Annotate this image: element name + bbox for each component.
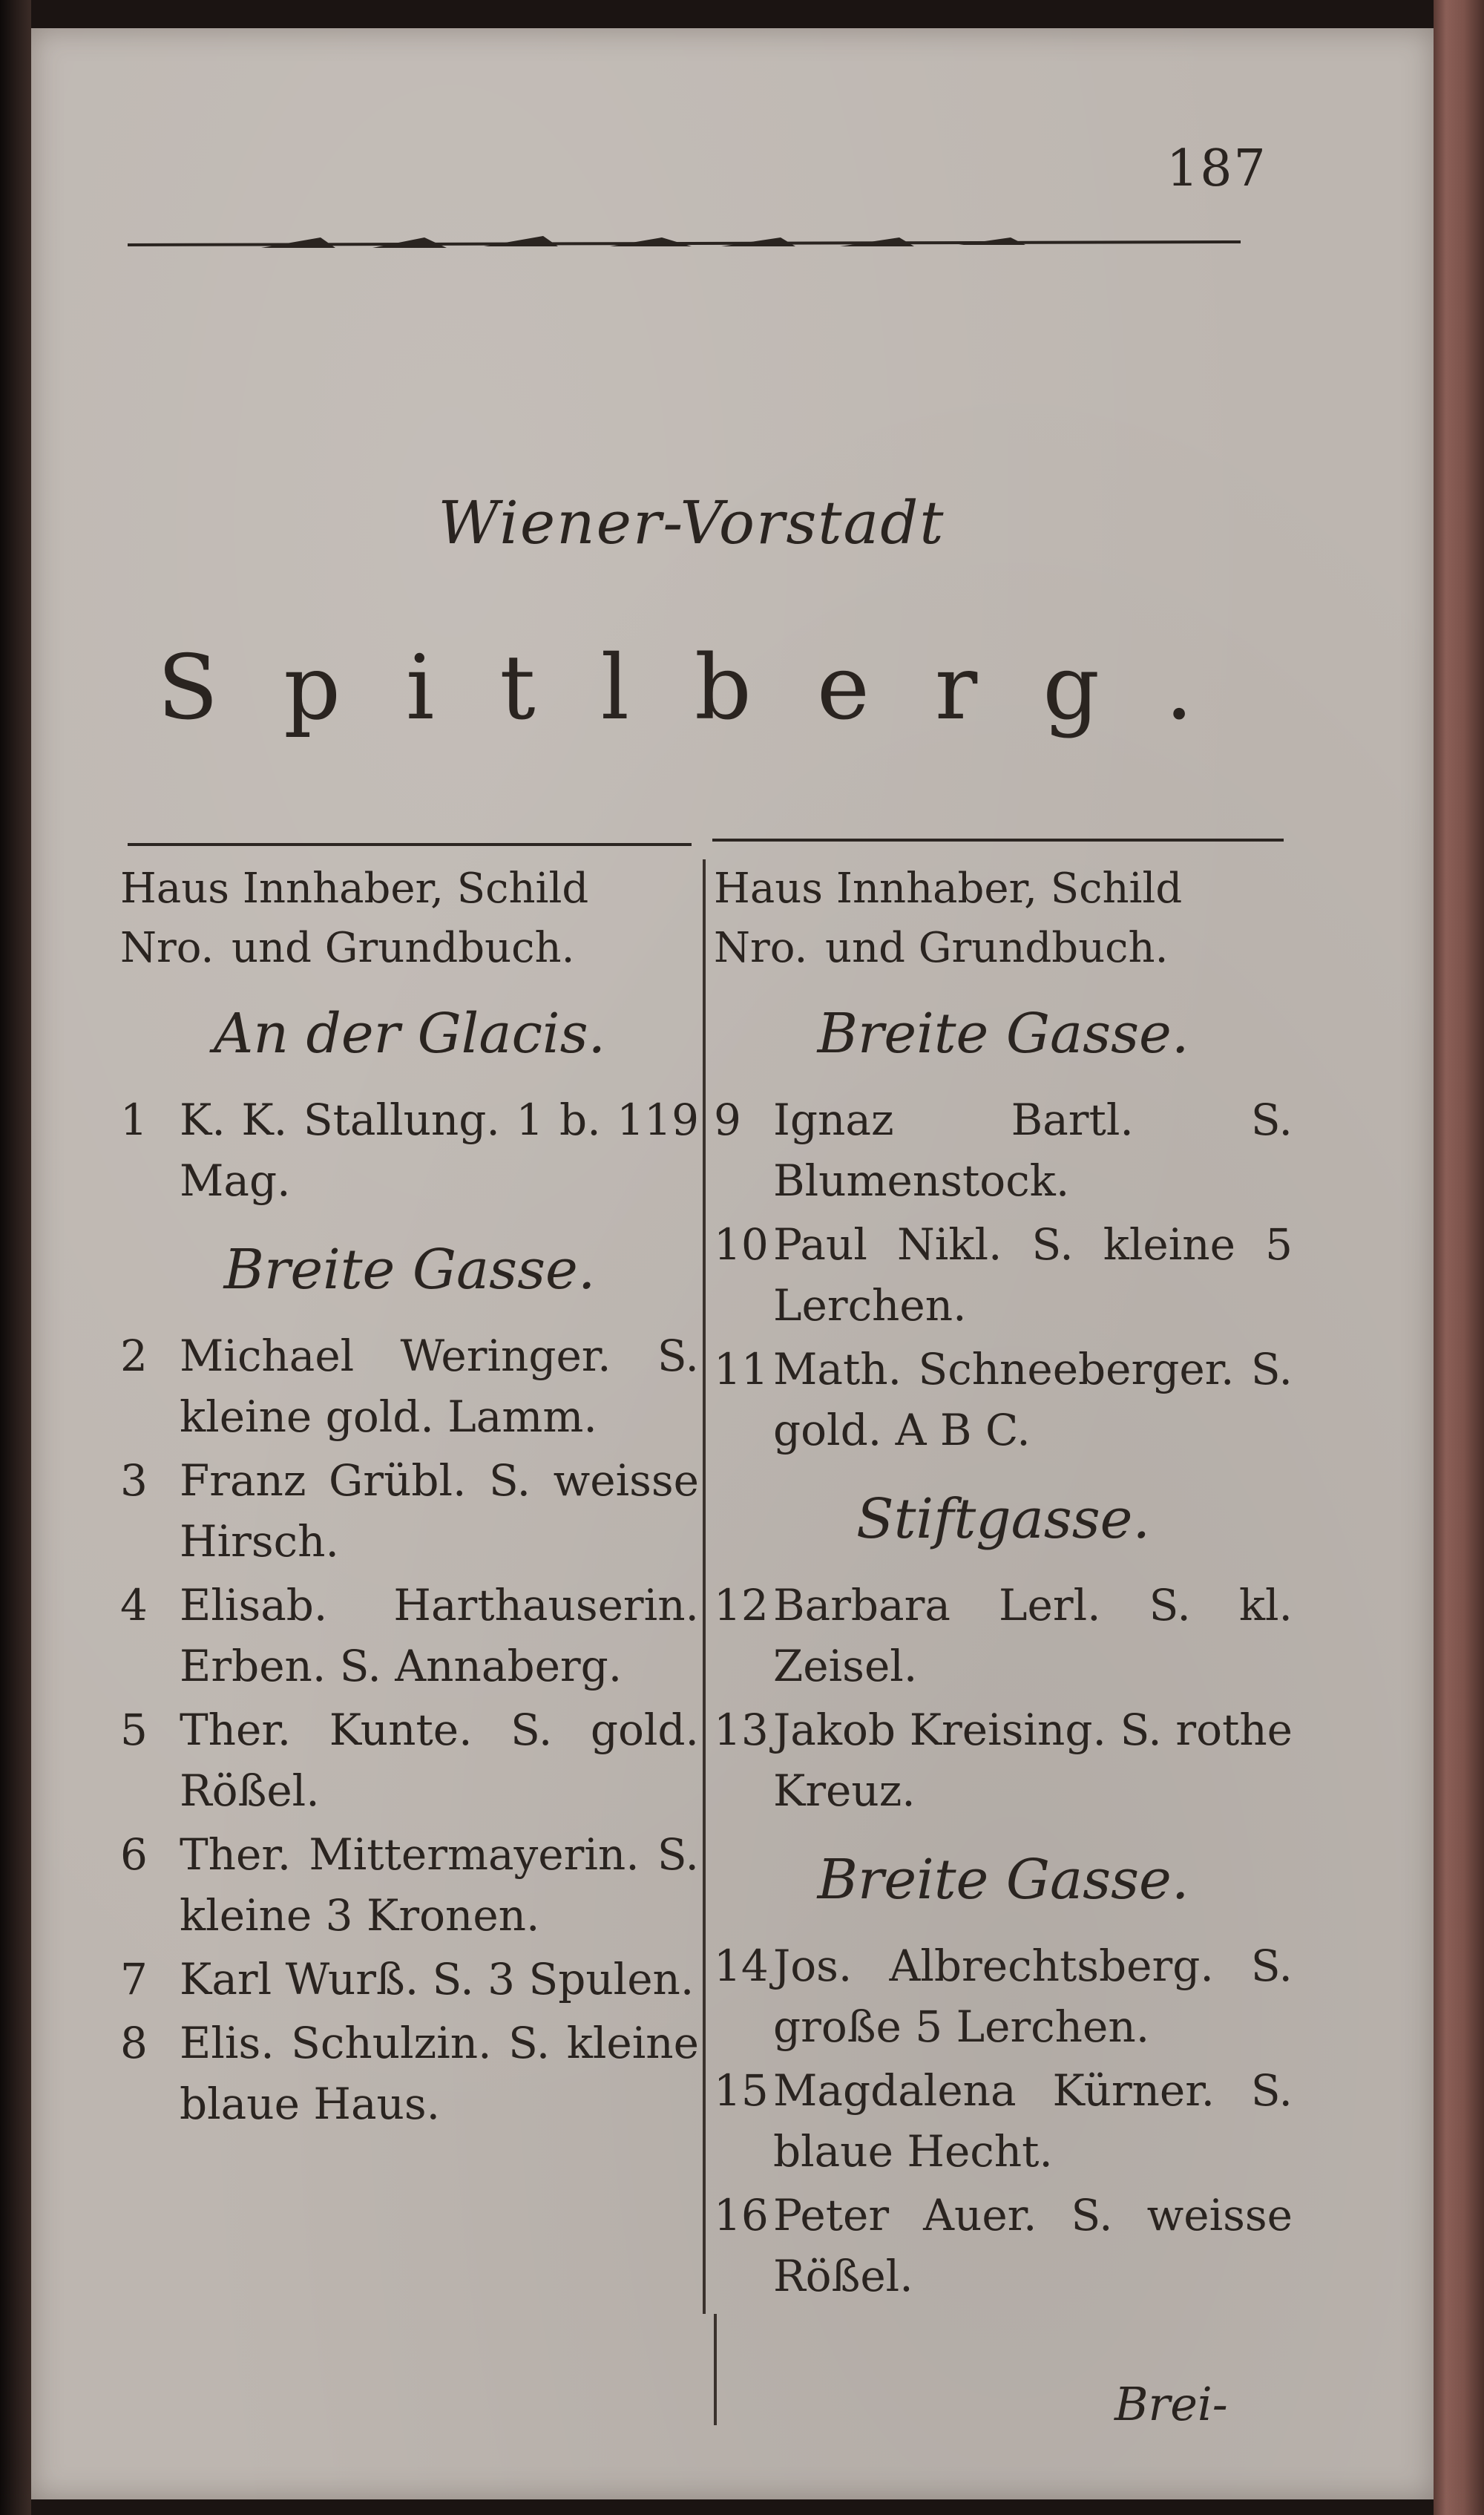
- right-column: [714, 859, 1293, 2309]
- house-number: 15: [714, 2065, 769, 2116]
- house-entry: [714, 1935, 1293, 2057]
- district-title: Wiener-Vorstadt: [438, 488, 945, 557]
- book-binding-left: [0, 0, 31, 2515]
- column-header-line1: Haus Innhaber, Schild: [714, 865, 1183, 913]
- column-header: [714, 859, 1293, 978]
- house-owner-sign: Ther. Kunte. S. gold. Rößel.: [180, 1705, 699, 1816]
- house-entry: [714, 2060, 1293, 2182]
- house-owner-sign: Franz Grübl. S. weisse Hirsch.: [180, 1455, 699, 1567]
- house-owner-sign: Math. Schneeberger. S. gold. A B C.: [773, 1344, 1293, 1455]
- house-number: 4: [120, 1580, 148, 1630]
- house-owner-sign: Karl Wurß. S. 3 Spulen.: [180, 1954, 695, 2004]
- section-heading: Breite Gasse.: [223, 1238, 596, 1302]
- section-heading: Breite Gasse.: [817, 1848, 1189, 1912]
- house-entry: [120, 1575, 699, 1696]
- house-number: 14: [714, 1941, 769, 1991]
- house-owner-sign: Elisab. Harthauserin. Erben. S. Annaberg.: [180, 1580, 699, 1691]
- column-header-no: Nro.: [120, 924, 214, 972]
- header-rule-left: [128, 843, 692, 846]
- house-owner-sign: Jakob Kreising. S. rothe Kreuz.: [773, 1705, 1293, 1816]
- header-rule-right: [712, 839, 1284, 842]
- house-owner-sign: Elis. Schulzin. S. kleine blaue Haus.: [180, 2018, 699, 2129]
- column-header-no: Nro.: [714, 924, 808, 972]
- house-number: 2: [120, 1331, 148, 1381]
- column-header: [120, 859, 699, 978]
- house-owner-sign: Peter Auer. S. weisse Rößel.: [773, 2190, 1293, 2301]
- house-owner-sign: Jos. Albrechtsberg. S. große 5 Lerchen.: [773, 1941, 1293, 2052]
- house-owner-sign: Ignaz Bartl. S. Blumenstock.: [773, 1095, 1293, 1206]
- house-entry: [714, 1339, 1293, 1460]
- house-number: 5: [120, 1705, 148, 1755]
- house-number: 16: [714, 2190, 769, 2240]
- house-owner-sign: Magdalena Kürner. S. blaue Hecht.: [773, 2065, 1293, 2177]
- house-entry: [120, 1699, 699, 1821]
- house-number: 13: [714, 1705, 769, 1755]
- house-number: 6: [120, 1829, 148, 1880]
- house-owner-sign: Paul Nikl. S. kleine 5 Lerchen.: [773, 1219, 1293, 1331]
- column-divider-tail: [714, 2314, 717, 2425]
- section-heading: Stiftgasse.: [856, 1487, 1150, 1551]
- house-number: 8: [120, 2018, 148, 2068]
- house-owner-sign: Ther. Mittermayerin. S. kleine 3 Kronen.: [180, 1829, 699, 1941]
- house-number: 12: [714, 1580, 769, 1630]
- house-entry: [714, 1214, 1293, 1336]
- page-number: 187: [1166, 140, 1267, 198]
- house-entry: [120, 1325, 699, 1447]
- house-entry: [120, 1450, 699, 1572]
- section-heading: An der Glacis.: [213, 1002, 606, 1066]
- book-edge-right: [1434, 0, 1484, 2515]
- column-divider: [703, 859, 706, 2314]
- house-number: 11: [714, 1344, 769, 1394]
- house-number: 1: [120, 1095, 148, 1145]
- house-entry: [714, 1089, 1293, 1211]
- house-entry: [120, 2013, 699, 2134]
- house-owner-sign: K. K. Stallung. 1 b. 119 Mag.: [180, 1095, 699, 1206]
- house-entry: [714, 1575, 1293, 1696]
- street-title: Spitlberg.: [157, 637, 1259, 740]
- house-entry: [120, 1949, 699, 2010]
- house-number: 9: [714, 1095, 741, 1145]
- house-owner-sign: Barbara Lerl. S. kl. Zeisel.: [773, 1580, 1293, 1691]
- house-owner-sign: Michael Weringer. S. kleine gold. Lamm.: [180, 1331, 699, 1442]
- left-column: [120, 859, 699, 2137]
- house-number: 10: [714, 1219, 769, 1270]
- catchword: Brei-: [1114, 2377, 1228, 2431]
- house-number: 7: [120, 1954, 148, 2004]
- ornamental-rule: [128, 229, 1241, 258]
- house-number: 3: [120, 1455, 148, 1506]
- house-entry: [714, 2185, 1293, 2306]
- house-entry: [714, 1699, 1293, 1821]
- house-entry: [120, 1089, 699, 1211]
- column-header-rest: und Grundbuch.: [232, 924, 575, 972]
- section-heading: Breite Gasse.: [817, 1002, 1189, 1066]
- column-header-rest: und Grundbuch.: [825, 924, 1169, 972]
- column-header-line1: Haus Innhaber, Schild: [120, 865, 589, 913]
- house-entry: [120, 1824, 699, 1946]
- book-page: [31, 28, 1434, 2499]
